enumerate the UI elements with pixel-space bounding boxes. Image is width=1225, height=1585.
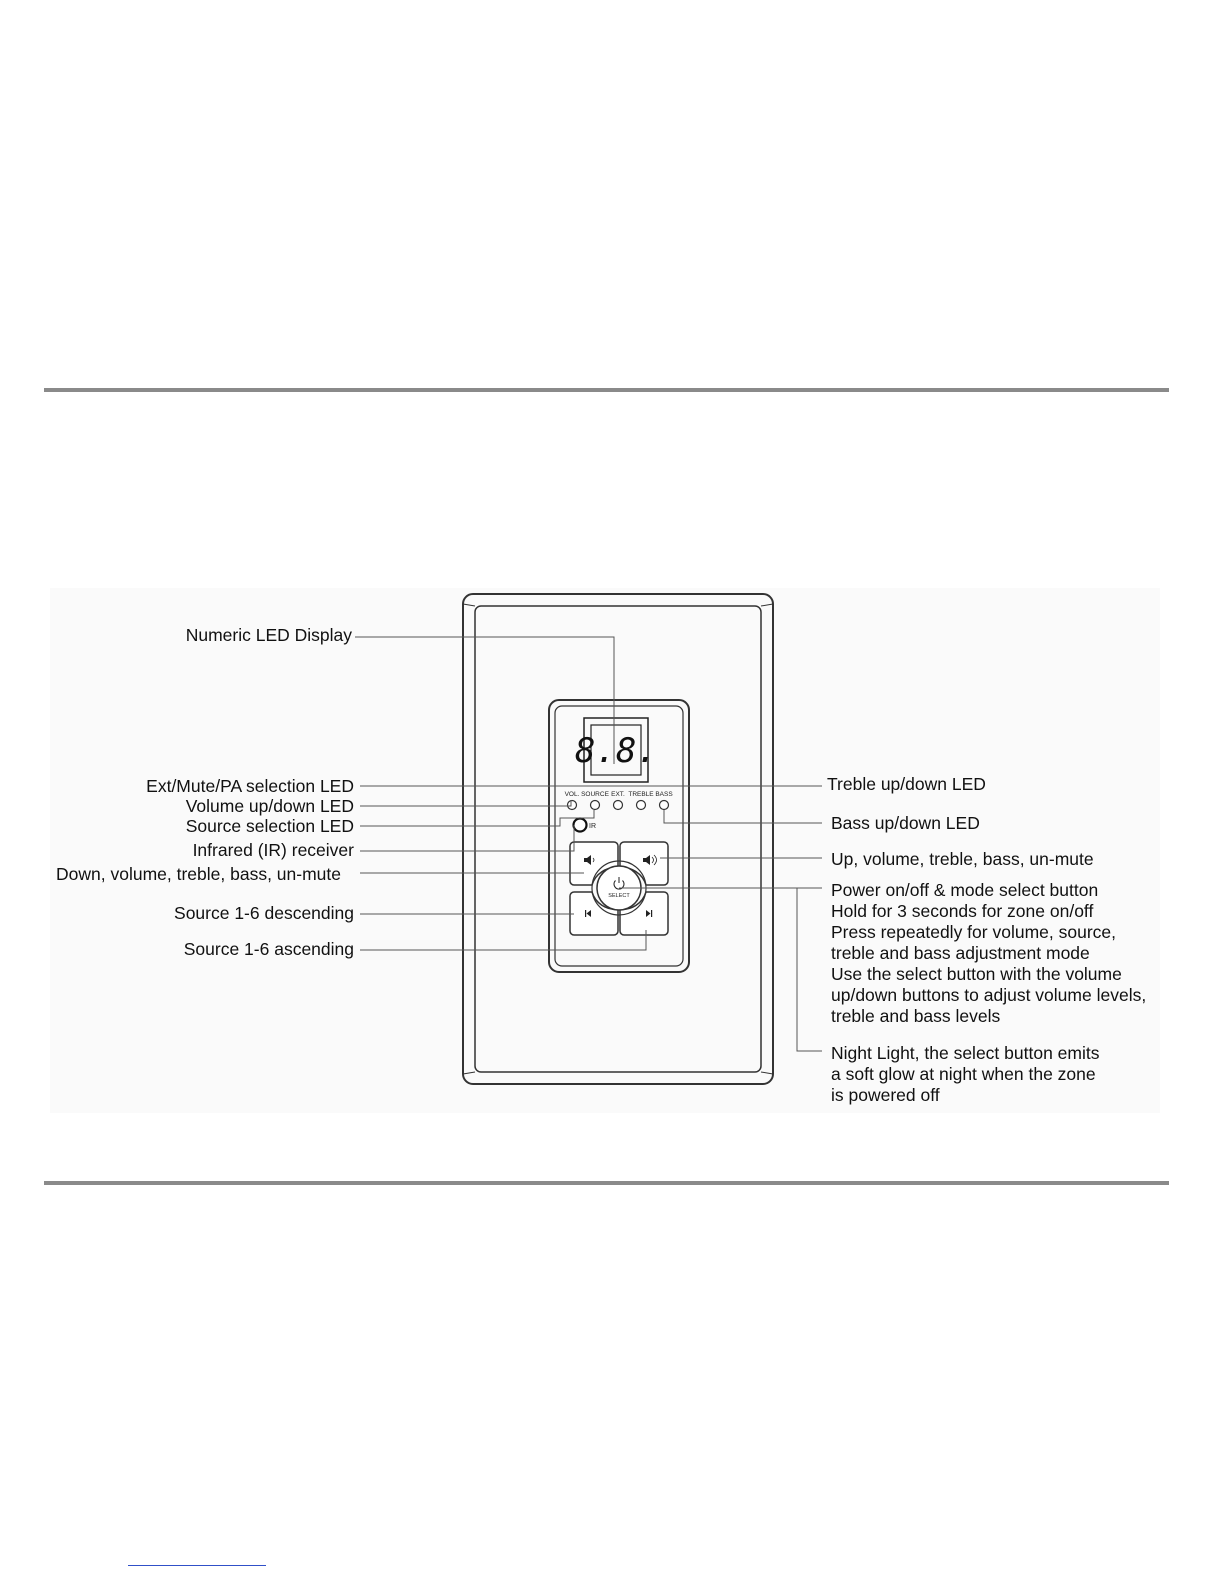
label-source-led: Source selection LED (185, 816, 354, 836)
power-select-line: Press repeatedly for volume, source, (831, 922, 1116, 942)
label-volume-led: Volume up/down LED (185, 796, 354, 816)
power-select-line: up/down buttons to adjust volume levels, (831, 985, 1147, 1005)
ir-label: IR (589, 823, 596, 830)
leader-source (360, 810, 594, 826)
label-ext-mute-pa: Ext/Mute/PA selection LED (146, 776, 354, 796)
power-select-line: Power on/off & mode select button (831, 880, 1099, 900)
label-treble-led: Treble up/down LED (827, 774, 986, 794)
leader-volume (360, 800, 571, 806)
led-digits: 8.8. (575, 731, 657, 771)
wall-plate (463, 594, 773, 1084)
power-select-description (831, 880, 1146, 1027)
night-light-line: is powered off (831, 1085, 940, 1105)
bottom-divider (44, 1181, 1169, 1185)
power-select-line: treble and bass levels (831, 1006, 1001, 1026)
led-label-ext: EXT. (611, 791, 625, 798)
bass-led (660, 801, 669, 810)
led-label-bass: BASS (655, 791, 673, 798)
footer-link-underline (128, 1565, 266, 1566)
label-bass-led: Bass up/down LED (831, 813, 980, 833)
night-light-line: a soft glow at night when the zone (831, 1064, 1096, 1084)
led-label-source: SOURCE (581, 791, 609, 798)
label-up-button: Up, volume, treble, bass, un-mute (831, 849, 1094, 869)
treble-led (637, 801, 646, 810)
led-label-vol: VOL. (564, 791, 580, 798)
label-source-ascending: Source 1-6 ascending (183, 939, 354, 959)
leader-ir (360, 825, 574, 851)
vol-led (568, 801, 577, 810)
numeric-led-display (575, 718, 657, 782)
source-led (591, 801, 600, 810)
label-numeric-display: Numeric LED Display (185, 625, 352, 645)
leader-night-light (797, 888, 822, 1051)
select-label: SELECT (608, 893, 630, 899)
label-down-button: Down, volume, treble, bass, un-mute (56, 864, 341, 884)
led-label-treble: TREBLE (628, 791, 654, 798)
power-select-line: Hold for 3 seconds for zone on/off (831, 901, 1094, 921)
label-source-descending: Source 1-6 descending (174, 903, 354, 923)
night-light-description (831, 1043, 1099, 1106)
leader-bass (664, 810, 822, 823)
label-ir-receiver: Infrared (IR) receiver (192, 840, 354, 860)
ir-receiver (574, 819, 597, 832)
power-select-line: treble and bass adjustment mode (831, 943, 1090, 963)
power-select-line: Use the select button with the volume (831, 964, 1122, 984)
night-light-line: Night Light, the select button emits (831, 1043, 1100, 1063)
ext-led (614, 801, 623, 810)
